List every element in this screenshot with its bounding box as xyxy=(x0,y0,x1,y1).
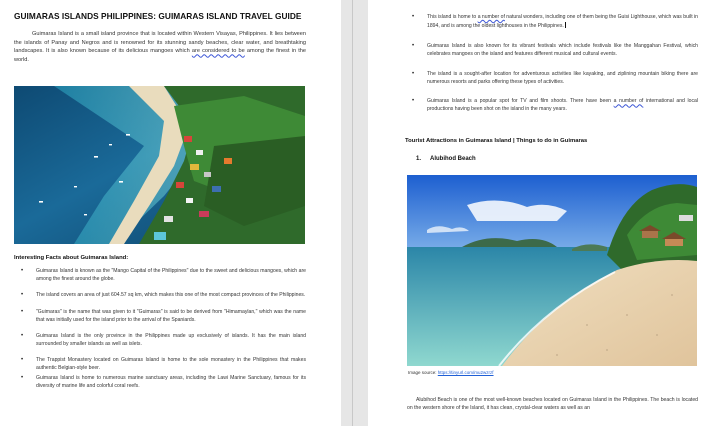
list-item-text: This island is home to xyxy=(427,14,478,20)
attraction-name: Alubihod Beach xyxy=(430,156,476,162)
list-item-text: Guimaras Island is home to numerous marine sanctuary areas, including the Lawi Marine Sanctuary, famous for its diversity of marine life and colorful coral reefs. xyxy=(36,375,306,390)
grammar-flag[interactable]: a number of xyxy=(613,98,644,105)
image-source-label: Image source: xyxy=(408,370,438,375)
list-item[interactable] xyxy=(14,375,306,391)
grammar-flag[interactable]: a number of xyxy=(477,14,505,20)
list-item-text: "Guimaras" is the name that was given to it "Guimaras" is said to be derived from "Himamaylan," which was the name that was initially used for the island prior to the arrival of the Spaniards. xyxy=(36,308,306,323)
text-cursor xyxy=(565,22,566,28)
bullet-icon: • xyxy=(21,375,24,382)
list-item[interactable] xyxy=(14,309,306,325)
bullet-icon: • xyxy=(21,308,24,315)
grammar-flag[interactable]: are considered to be xyxy=(191,48,245,55)
list-item[interactable] xyxy=(14,357,306,373)
image-source-link[interactable]: https://tinyurl.com/mu2wzrzf xyxy=(437,370,494,375)
island-facts-list xyxy=(405,14,698,126)
intro-text: Guimaras Island is a small island province that is located within Western Visayas, Philippines. It lies between the islands of Panay and Negros and is renowned for its stunning sandy beaches, clear water, and breathtaking landscapes. It is also known because of its delicious mangoes which xyxy=(14,31,306,55)
list-item-text: The Trappist Monastery located on Guimaras Island is home to the sole monastery in the Philippines that makes authentic Belgian-style beer. xyxy=(36,357,306,372)
bullet-icon: • xyxy=(412,42,415,49)
facts-heading[interactable]: Interesting Facts about Guimaras Island: xyxy=(14,255,129,261)
bullet-icon: • xyxy=(21,357,24,364)
intro-text-end: among the finest in the world. xyxy=(14,48,307,64)
bullet-icon: • xyxy=(412,70,415,77)
image-source-caption xyxy=(408,370,494,375)
bullet-icon: • xyxy=(412,98,415,105)
list-item-text-end: natural wonders, including one of them being the Guisi Lighthouse, which was built in 1894, and is among the oldest lighthouses in the Philippines. xyxy=(427,14,698,29)
alubihod-paragraph[interactable]: Alubihod Beach is one of the most well-known beaches located on Guimaras Island in the Philippines. The beach is located on the western shore of the Island, it has clean, crystal-clear waters as well as an xyxy=(407,397,698,411)
attractions-heading[interactable]: Tourist Attractions in Guimaras Island | Things to do in Guimaras xyxy=(405,138,588,144)
attraction-item[interactable] xyxy=(416,156,476,162)
list-item-text-end: international and local productions having been shot on the island in the many years. xyxy=(427,98,698,113)
list-item-text: Guimaras Island is a popular spot for TV and film shoots. There have been xyxy=(427,98,614,105)
attraction-number: 1. xyxy=(416,156,422,162)
list-item-text: Guimaras Island is the only province in the Philippines made up exclusively of islands. It has the main island surrounded by smaller islands as well as islets. xyxy=(36,333,306,347)
list-item[interactable] xyxy=(14,268,306,284)
bullet-icon: • xyxy=(412,14,415,20)
list-item-text: The island covers an area of just 604.57 sq km, which makes this one of the most compact provinces of the Philippines. xyxy=(36,292,306,299)
list-item-text: The island is a sought-after location for adventurous activities like kayaking, and ziplining mountain biking there are numerous resorts and parks offering these types of activities. xyxy=(427,70,698,85)
island-aerial-photo[interactable] xyxy=(14,86,305,244)
list-item[interactable] xyxy=(14,292,306,300)
list-item[interactable] xyxy=(405,98,698,114)
bullet-icon: • xyxy=(21,333,24,340)
list-item[interactable] xyxy=(405,71,698,87)
list-item[interactable] xyxy=(14,333,306,349)
bullet-icon: • xyxy=(21,292,24,299)
bullet-icon: • xyxy=(21,268,24,274)
document-title[interactable]: GUIMARAS ISLANDS PHILIPPINES: GUIMARAS ISLAND TRAVEL GUIDE xyxy=(14,11,302,21)
list-item[interactable] xyxy=(405,43,698,59)
list-item-text: Guimaras Island is also known for its vibrant festivals which include festivals like the Manggahan Festival, which celebrates mangoes on the island and features different musical and cultural events. xyxy=(427,42,698,57)
intro-paragraph[interactable] xyxy=(14,30,306,65)
beach-photo[interactable] xyxy=(407,175,697,366)
page-separator xyxy=(352,0,353,426)
facts-list xyxy=(14,268,306,399)
list-item-text: Guimaras Island is known as the "Mango Capital of the Philippines" due to the sweet and delicious mangoes, which are among the finest around the globe. xyxy=(36,268,306,282)
page-gutter xyxy=(341,0,368,426)
list-item[interactable] xyxy=(405,14,698,31)
